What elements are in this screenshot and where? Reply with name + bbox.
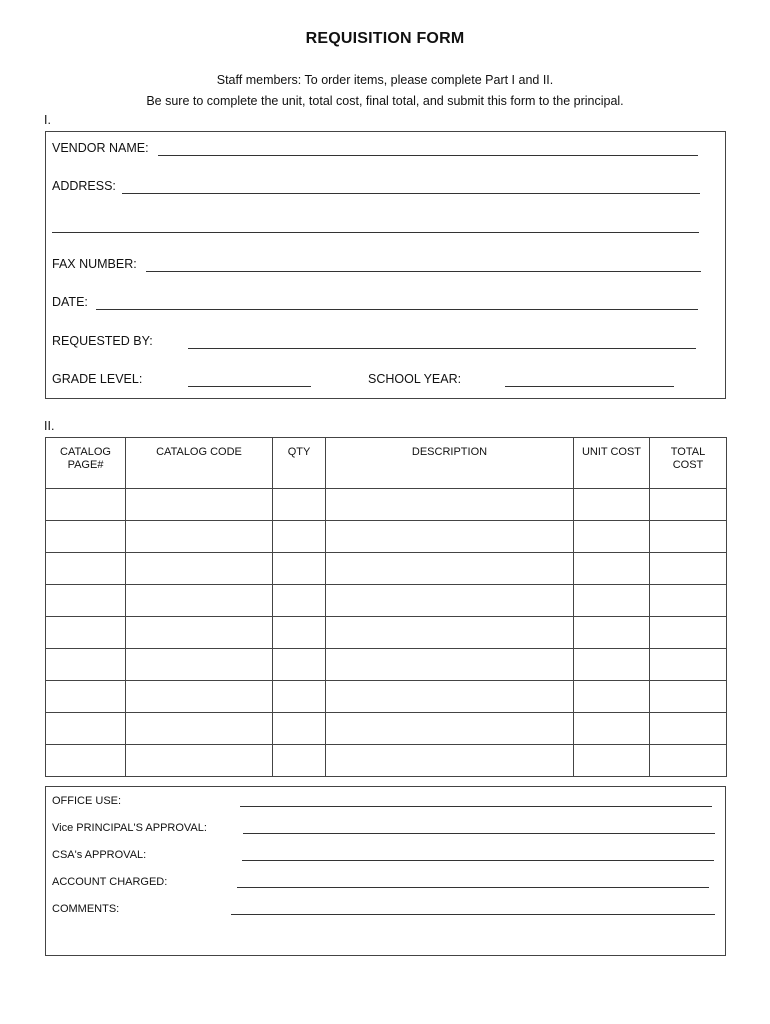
- table-cell[interactable]: [126, 553, 273, 585]
- table-cell[interactable]: [574, 585, 650, 617]
- address-label: ADDRESS:: [52, 179, 116, 193]
- table-cell[interactable]: [574, 713, 650, 745]
- table-cell[interactable]: [126, 489, 273, 521]
- fax-number-line[interactable]: [146, 271, 701, 272]
- col-header-description: DESCRIPTION: [326, 438, 574, 489]
- table-cell[interactable]: [650, 649, 727, 681]
- items-header-row: [46, 438, 727, 489]
- vp-approval-label: Vice PRINCIPAL'S APPROVAL:: [52, 822, 207, 834]
- table-cell[interactable]: [326, 489, 574, 521]
- table-cell[interactable]: [326, 521, 574, 553]
- table-cell[interactable]: [46, 585, 126, 617]
- table-cell[interactable]: [126, 521, 273, 553]
- comments-line[interactable]: [231, 914, 715, 915]
- table-cell[interactable]: [650, 553, 727, 585]
- table-cell[interactable]: [273, 585, 326, 617]
- table-cell[interactable]: [273, 489, 326, 521]
- table-row: [46, 745, 727, 777]
- grade-level-label: GRADE LEVEL:: [52, 372, 143, 386]
- table-cell[interactable]: [326, 617, 574, 649]
- table-cell[interactable]: [273, 553, 326, 585]
- table-cell[interactable]: [46, 489, 126, 521]
- vendor-name-line[interactable]: [158, 155, 698, 156]
- address-line-1[interactable]: [122, 193, 700, 194]
- table-cell[interactable]: [650, 585, 727, 617]
- table-row: [46, 681, 727, 713]
- col-header-catalog-code: CATALOG CODE: [126, 438, 273, 489]
- vp-approval-line[interactable]: [243, 833, 715, 834]
- form-title: REQUISITION FORM: [305, 30, 465, 47]
- table-cell[interactable]: [46, 553, 126, 585]
- table-cell[interactable]: [126, 617, 273, 649]
- table-cell[interactable]: [574, 553, 650, 585]
- table-cell[interactable]: [126, 713, 273, 745]
- school-year-label: SCHOOL YEAR:: [368, 372, 462, 386]
- table-row: [46, 617, 727, 649]
- requested-by-line[interactable]: [188, 348, 696, 349]
- table-cell[interactable]: [650, 617, 727, 649]
- table-cell[interactable]: [574, 489, 650, 521]
- part-1-box: [45, 131, 726, 399]
- requested-by-label: REQUESTED BY:: [52, 334, 153, 348]
- table-cell[interactable]: [326, 745, 574, 777]
- instruction-line-2: Be sure to complete the unit, total cost, final total, and submit this form to the principal.: [146, 94, 624, 108]
- table-cell[interactable]: [273, 649, 326, 681]
- table-cell[interactable]: [574, 617, 650, 649]
- comments-label: COMMENTS:: [52, 903, 120, 915]
- table-cell[interactable]: [273, 521, 326, 553]
- table-row: [46, 553, 727, 585]
- table-cell[interactable]: [326, 713, 574, 745]
- date-label: DATE:: [52, 295, 88, 309]
- table-row: [46, 649, 727, 681]
- account-charged-label: ACCOUNT CHARGED:: [52, 876, 168, 888]
- table-row: [46, 585, 727, 617]
- csa-approval-line[interactable]: [242, 860, 714, 861]
- table-cell[interactable]: [574, 745, 650, 777]
- items-table: [45, 437, 727, 777]
- address-line-2[interactable]: [52, 232, 699, 233]
- table-cell[interactable]: [574, 681, 650, 713]
- table-cell[interactable]: [46, 713, 126, 745]
- col-header-qty: QTY: [273, 438, 326, 489]
- col-header-unit-cost: UNIT COST: [574, 438, 650, 489]
- table-cell[interactable]: [273, 681, 326, 713]
- col-header-catalog-page: CATALOG PAGE#: [46, 438, 126, 489]
- school-year-line[interactable]: [505, 386, 674, 387]
- table-cell[interactable]: [46, 681, 126, 713]
- date-line[interactable]: [96, 309, 698, 310]
- table-cell[interactable]: [650, 745, 727, 777]
- table-cell[interactable]: [326, 681, 574, 713]
- instruction-line-1: Staff members: To order items, please complete Part I and II.: [216, 73, 554, 87]
- office-use-box: [45, 786, 726, 956]
- table-cell[interactable]: [273, 745, 326, 777]
- table-cell[interactable]: [126, 649, 273, 681]
- col-header-total-cost: TOTAL COST: [650, 438, 727, 489]
- table-cell[interactable]: [326, 553, 574, 585]
- table-cell[interactable]: [326, 585, 574, 617]
- table-cell[interactable]: [273, 713, 326, 745]
- table-cell[interactable]: [126, 745, 273, 777]
- csa-approval-label: CSA's APPROVAL:: [52, 849, 147, 861]
- table-cell[interactable]: [650, 521, 727, 553]
- table-cell[interactable]: [650, 489, 727, 521]
- table-cell[interactable]: [574, 649, 650, 681]
- table-cell[interactable]: [126, 585, 273, 617]
- part-2-label: II.: [44, 419, 55, 433]
- table-cell[interactable]: [46, 745, 126, 777]
- office-use-label: OFFICE USE:: [52, 795, 122, 807]
- table-cell[interactable]: [46, 649, 126, 681]
- table-cell[interactable]: [574, 521, 650, 553]
- table-cell[interactable]: [326, 649, 574, 681]
- office-use-line[interactable]: [240, 806, 712, 807]
- vendor-name-label: VENDOR NAME:: [52, 141, 149, 155]
- part-1-label: I.: [44, 113, 51, 127]
- table-cell[interactable]: [650, 713, 727, 745]
- account-charged-line[interactable]: [237, 887, 709, 888]
- table-cell[interactable]: [46, 617, 126, 649]
- table-row: [46, 489, 727, 521]
- table-cell[interactable]: [273, 617, 326, 649]
- table-row: [46, 713, 727, 745]
- fax-number-label: FAX NUMBER:: [52, 257, 137, 271]
- table-row: [46, 521, 727, 553]
- table-cell[interactable]: [126, 681, 273, 713]
- grade-level-line[interactable]: [188, 386, 311, 387]
- table-cell[interactable]: [650, 681, 727, 713]
- table-cell[interactable]: [46, 521, 126, 553]
